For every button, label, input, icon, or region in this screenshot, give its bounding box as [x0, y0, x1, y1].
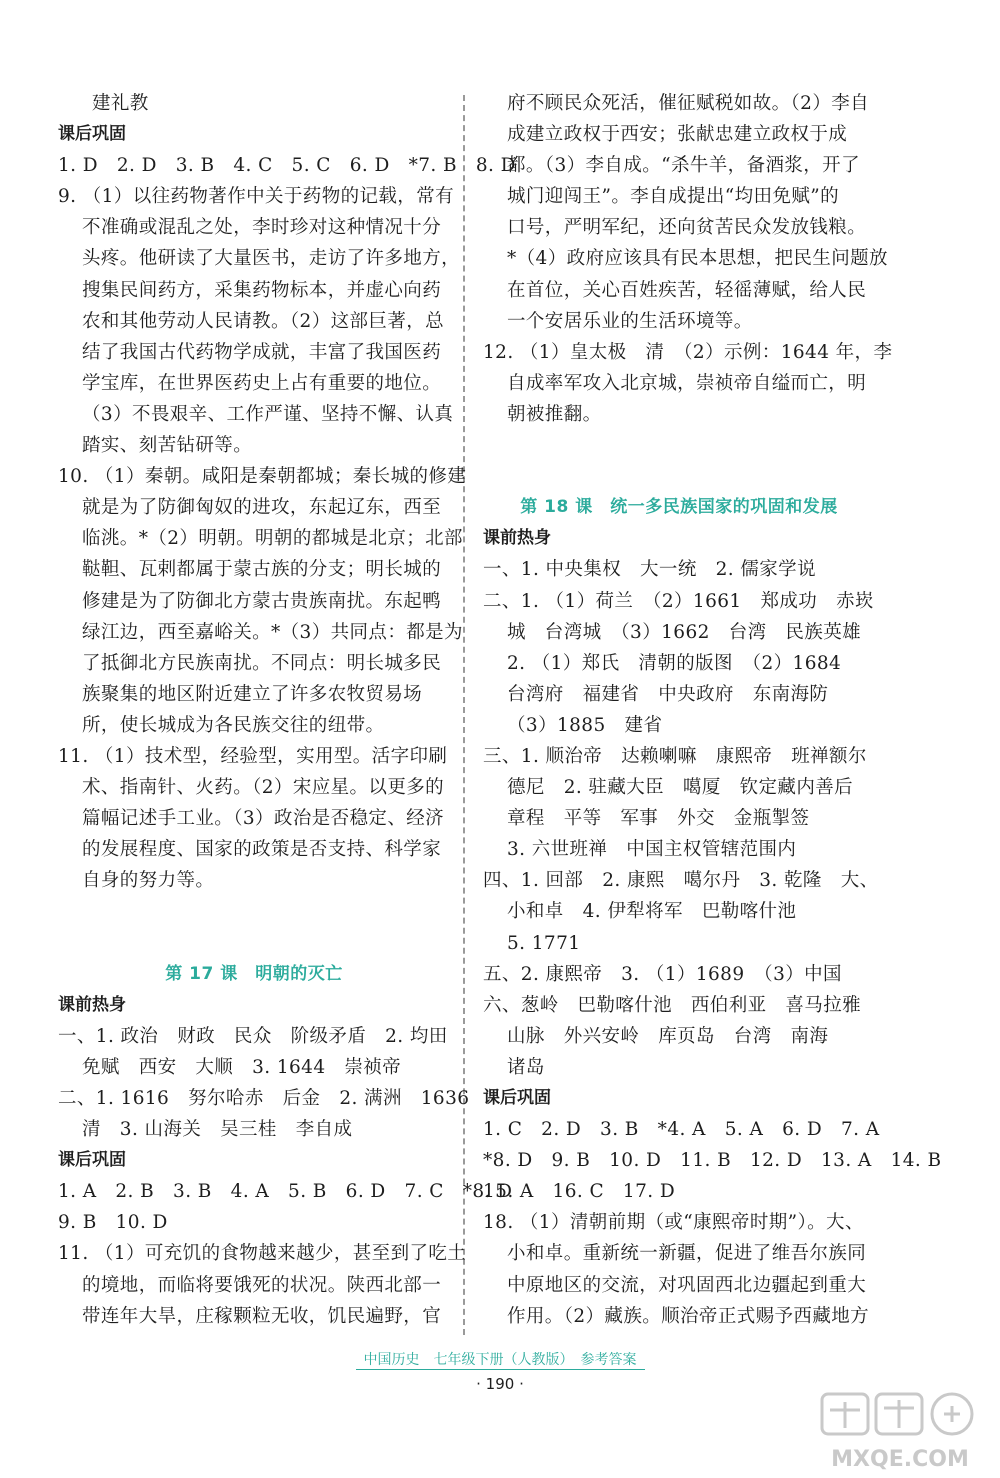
answer-line: 篇幅记述手工业。（3）政治是否稳定、经济 [82, 808, 445, 830]
answer-line: 11. （1）可充饥的食物越来越少，甚至到了吃土 [58, 1243, 467, 1265]
watermark-logo-icon [812, 1388, 988, 1474]
answer-line: 临洮。*（2）明朝。明朝的都城是北京；北部 [82, 528, 463, 550]
left-column [58, 88, 516, 1332]
answer-line: 朝被推翻。 [507, 403, 602, 425]
section-heading: 课后巩固 [483, 1088, 551, 1108]
answer-line: 一个安居乐业的生活环境等。 [507, 310, 753, 332]
answer-line: *8. D 9. B 10. D 11. B 12. D 13. A 14. B [483, 1150, 942, 1172]
answer-line: 城门迎闯王”。李自成提出“均田免赋”的 [507, 186, 839, 208]
answer-line: 清 3. 山海关 吴三桂 李自成 [82, 1119, 353, 1141]
answer-line: 头疼。他研读了大量医书，走访了许多地方， [82, 248, 461, 270]
answer-line: 建礼教 [92, 93, 149, 114]
answer-line: 的境地，而临将要饿死的状况。陕西北部一 [82, 1274, 442, 1296]
section-heading: 课前热身 [58, 994, 126, 1015]
answer-line: 5. 1771 [507, 932, 581, 954]
answer-line: 不准确或混乱之处，李时珍对这种情况十分 [82, 217, 442, 239]
answer-line: 二、1. （1）荷兰 （2）1661 郑成功 赤崁 [483, 590, 874, 612]
blank-line [483, 430, 875, 461]
answer-line: 小和卓 4. 伊犁将军 巴勒喀什池 [507, 901, 797, 923]
answer-line: 15. A 16. C 17. D [483, 1181, 676, 1203]
answer-line: 成建立政权于西安；张献忠建立政权于成 [507, 124, 848, 146]
answer-line: 11. （1）技术型，经验型，实用型。活字印刷 [58, 745, 448, 767]
page-number: · 190 · [476, 1375, 524, 1393]
answer-line: 五、2. 康熙帝 3. （1）1689 （3）中国 [483, 963, 842, 985]
answer-line: 9. （1）以往药物著作中关于药物的记载，常有 [58, 186, 455, 208]
answer-line: 带连年大旱，庄稼颗粒无收，饥民遍野，官 [82, 1305, 442, 1327]
answer-line: 中原地区的交流，对巩固西北边疆起到重大 [507, 1274, 867, 1296]
answer-line: 自成率军攻入北京城，崇祯帝自缢而亡，明 [507, 372, 867, 394]
answer-line: 小和卓。重新统一新疆，促进了维吾尔族同 [507, 1243, 867, 1265]
answer-line: 四、1. 回部 2. 康熙 噶尔丹 3. 乾隆 大、 [483, 870, 879, 892]
answer-line: 三、1. 顺治帝 达赖喇嘛 康熙帝 班禅额尔 [483, 745, 867, 767]
answer-line: 结了我国古代药物学成就，丰富了我国医药 [82, 341, 442, 363]
answer-line: 都。（3）李自成。“杀牛羊，备酒浆，开了 [507, 155, 860, 177]
answer-line: 一、1. 中央集权 大一统 2. 儒家学说 [483, 559, 816, 581]
answer-line: 10. （1）秦朝。咸阳是秦朝都城；秦长城的修建 [58, 466, 467, 488]
section-heading: 课后巩固 [58, 124, 126, 145]
watermark-text: MXQE.COM [831, 1447, 969, 1472]
blank-line [58, 928, 450, 959]
blank-line [483, 461, 875, 492]
answer-line: 六、葱岭 巴勒喀什池 西伯利亚 喜马拉雅 [483, 994, 862, 1016]
column-divider [463, 95, 465, 1335]
answer-line: 2. （1）郑氏 清朝的版图 （2）1684 [507, 652, 842, 674]
answer-line: 绿江边，西至嘉峪关。*（3）共同点：都是为 [82, 621, 463, 643]
answer-line: 在首位，关心百姓疾苦，轻徭薄赋，给人民 [507, 279, 867, 301]
answer-line: 术、指南针、火药。（2）宋应星。以更多的 [82, 777, 445, 799]
answer-line: 9. B 10. D [58, 1212, 168, 1234]
answer-line: 台湾府 福建省 中央政府 东南海防 [507, 683, 829, 705]
answer-line: 城 台湾城 （3）1662 台湾 民族英雄 [507, 621, 862, 643]
answer-line: 族聚集的地区附近建立了许多农牧贸易场 [82, 683, 423, 705]
answer-line: *（4）政府应该具有民本思想，把民生问题放 [507, 248, 888, 270]
section-heading: 课后巩固 [58, 1150, 126, 1171]
answer-line: 修建是为了防御北方蒙古贵族南扰。东起鸭 [82, 590, 442, 612]
footer-title: 中国历史 七年级下册（人教版） 参考答案 [356, 1352, 645, 1370]
answer-line: 12. （1）皇太极 清 （2）示例：1644 年，李 [483, 341, 893, 363]
right-column [483, 88, 942, 1332]
answer-line: 二、1. 1616 努尔哈赤 后金 2. 满洲 1636 [58, 1088, 470, 1109]
answer-line: 口号，严明军纪，还向贫苦民众发放钱粮。 [507, 217, 867, 239]
blank-line [58, 896, 450, 927]
answer-line: 府不顾民众死活，催征赋税如故。（2）李自 [507, 93, 870, 114]
answer-line: 章程 平等 军事 外交 金瓶掣签 [507, 808, 810, 830]
answer-line: （3）不畏艰辛、工作严谨、坚持不懈、认真 [82, 403, 454, 425]
answer-line: 1. C 2. D 3. B *4. A 5. A 6. D 7. A [483, 1119, 880, 1141]
answer-line: 德尼 2. 驻藏大臣 噶厦 钦定藏内善后 [507, 777, 854, 799]
answer-line: 3. 六世班禅 中国主权管辖范围内 [507, 839, 797, 861]
answer-line: 搜集民间药方，采集药物标本，并虚心向药 [82, 279, 442, 301]
answer-line: 踏实、刻苦钻研等。 [82, 435, 253, 457]
answer-line: 学宝库，在世界医药史上占有重要的地位。 [82, 372, 442, 394]
answer-line: 农和其他劳动人民请教。（2）这部巨著，总 [82, 310, 445, 332]
answer-line: 了抵御北方民族南扰。不同点：明长城多民 [82, 652, 442, 674]
answer-line: （3）1885 建省 [507, 714, 663, 736]
answer-line: 1. D 2. D 3. B 4. C 5. C 6. D *7. B 8. D [58, 155, 516, 177]
answer-line: 所，使长城成为各民族交往的纽带。 [82, 714, 385, 736]
section-heading: 课前热身 [483, 528, 551, 549]
answer-line: 鞑靼、瓦剌都属于蒙古族的分支；明长城的 [82, 559, 442, 581]
answer-line: 18. （1）清朝前期（或“康熙帝时期”）。大、 [483, 1212, 864, 1234]
answer-line: 诸岛 [507, 1056, 545, 1078]
answer-line: 山脉 外兴安岭 库页岛 台湾 南海 [507, 1025, 829, 1047]
page-footer [0, 1349, 1000, 1369]
answer-line: 一、1. 政治 财政 民众 阶级矛盾 2. 均田 [58, 1025, 448, 1047]
answer-line: 1. A 2. B 3. B 4. A 5. B 6. D 7. C *8. D [58, 1181, 513, 1203]
answer-line: 作用。（2）藏族。顺治帝正式赐予西藏地方 [507, 1305, 870, 1327]
answer-line: 就是为了防御匈奴的进攻，东起辽东，西至 [82, 497, 442, 519]
lesson-title: 第 17 课 明朝的灭亡 [165, 963, 343, 984]
answer-line: 免赋 西安 大顺 3. 1644 崇祯帝 [82, 1056, 402, 1078]
lesson-title: 第 18 课 统一多民族国家的巩固和发展 [520, 497, 838, 518]
answer-line: 的发展程度、国家的政策是否支持、科学家 [82, 839, 442, 861]
answer-line: 自身的努力等。 [82, 870, 215, 892]
